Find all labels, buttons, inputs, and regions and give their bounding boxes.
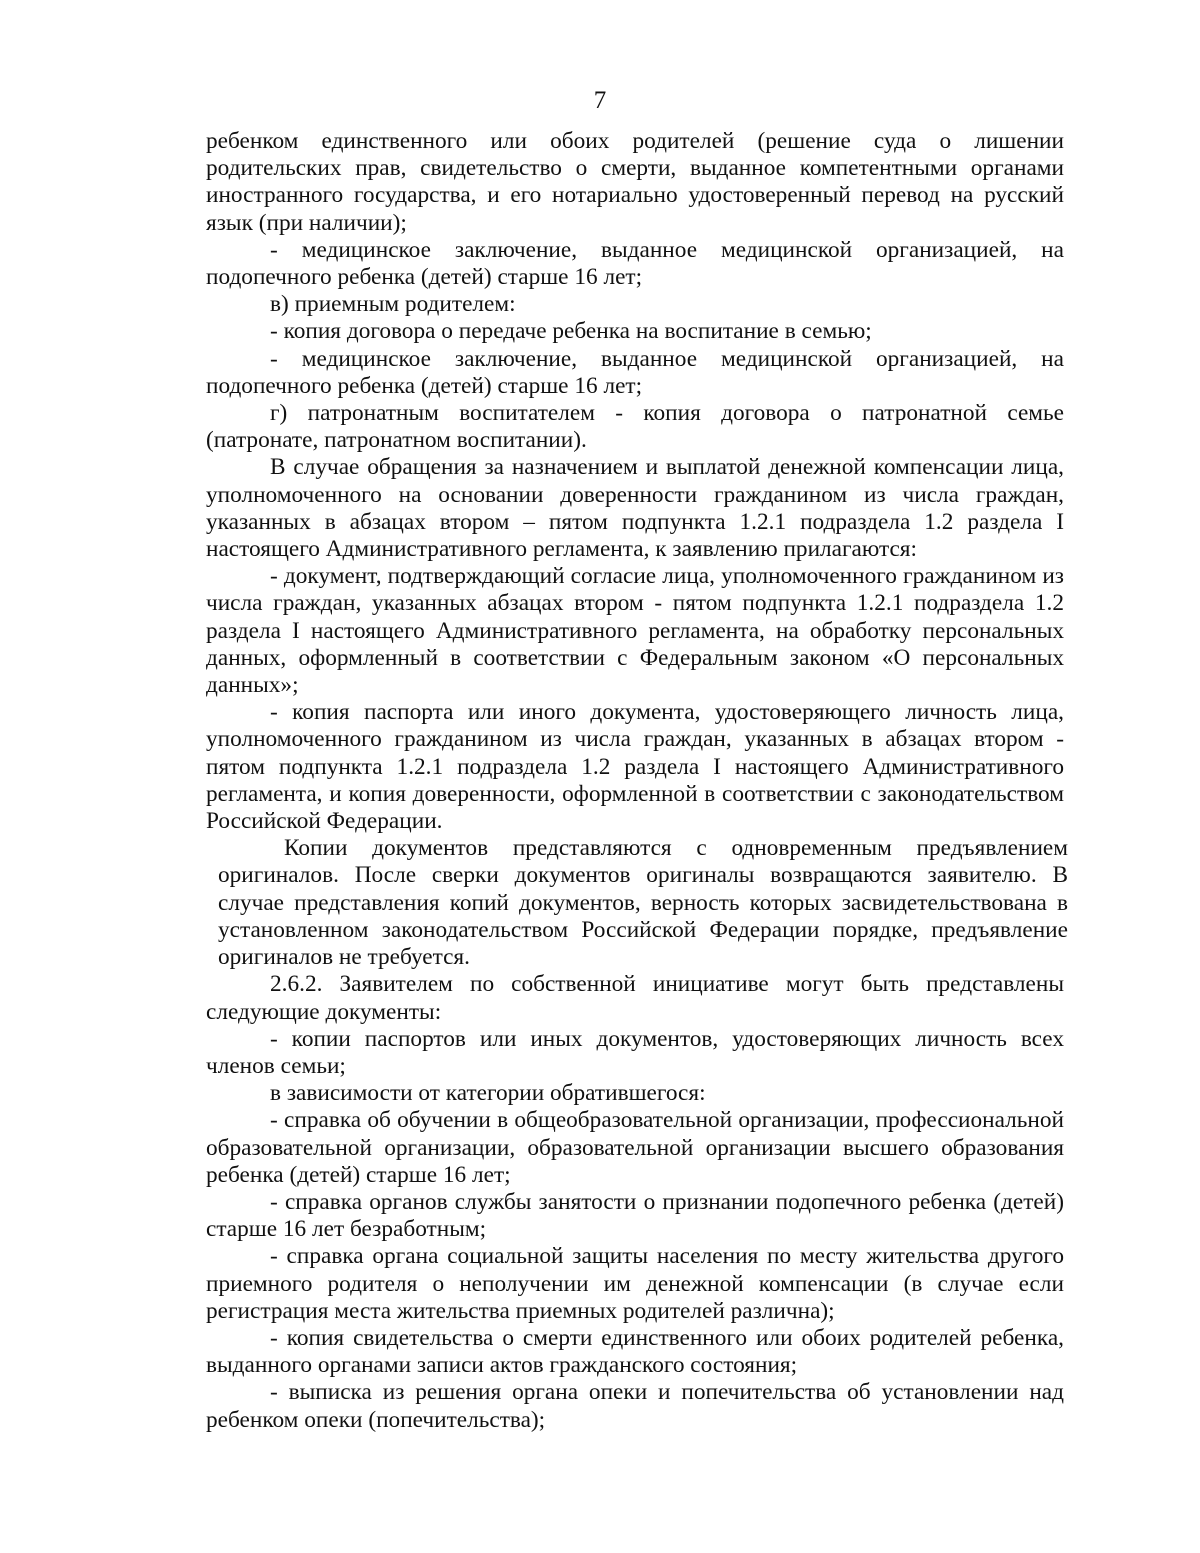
paragraph-foster-contract-copy: - копия договора о передаче ребенка на воспитание в семью; xyxy=(270,318,872,345)
paragraph-family-passports: - копии паспортов или иных документов, удостоверяющих личность всех членов семьи; xyxy=(206,1025,1064,1079)
paragraph-category-depends: в зависимости от категории обратившегося: xyxy=(270,1080,706,1107)
paragraph-section-2-6-2: 2.6.2. Заявителем по собственной инициативе могут быть представлены следующие документы: xyxy=(206,971,1064,1025)
paragraph-copies-with-originals: Копии документов представляются с одновременным предъявлением оригиналов. После сверки документов оригиналы возвращаются заявителю. В случае представления копий документов, верность которых засвидетельствована в установленном законодательством Российской Федерации порядке, предъявление оригиналов не требуется. xyxy=(218,835,1068,971)
paragraph-continuation: ребенком единственного или обоих родителей (решение суда о лишении родительских прав, свидетельство о смерти, выданное компетентными органами иностранного государства, и его нотариально удостоверенный перевод на русский язык (при наличии); xyxy=(206,128,1064,236)
paragraph-foster-parent-heading: в) приемным родителем: xyxy=(270,291,516,318)
paragraph-education-certificate: - справка об обучении в общеобразовательной организации, профессиональной образовательной организации, образовательной организации высшего образования ребенка (детей) старше 16 лет; xyxy=(206,1107,1064,1188)
page-number: 7 xyxy=(593,87,607,114)
paragraph-authorized-person-case: В случае обращения за назначением и выплатой денежной компенсации лица, уполномоченного на основании доверенности гражданином из числа граждан, указанных в абзацах втором – пятом подпункта 1.2.1 подраздела 1.2 раздела I настоящего Административного регламента, к заявлению прилагаются: xyxy=(206,454,1064,563)
paragraph-employment-service-certificate: - справка органов службы занятости о признании подопечного ребенка (детей) старше 16 лет безработным; xyxy=(206,1188,1064,1243)
paragraph-consent-document: - документ, подтверждающий согласие лица, уполномоченного гражданином из числа граждан, указанных абзацах втором - пятом подпункта 1.2.1 подраздела 1.2 раздела I настоящего Административного регламента, на обработку персональных данных, оформленный в соответствии с Федеральным законом «О персональных данных»; xyxy=(206,563,1064,699)
paragraph-passport-copy-authorized: - копия паспорта или иного документа, удостоверяющего личность лица, уполномоченного гражданином из числа граждан, указанных в абзацах втором - пятом подпункта 1.2.1 подраздела 1.2 раздела I настоящего Административного регламента, и копия доверенности, оформленной в соответствии с законодательством Российской Федерации. xyxy=(206,699,1064,835)
paragraph-medical-conclusion-foster: - медицинское заключение, выданное медицинской организацией, на подопечного ребенка (детей) старше 16 лет; xyxy=(206,345,1064,399)
paragraph-guardianship-decision-extract: - выписка из решения органа опеки и попечительства об установлении над ребенком опеки (попечительства); xyxy=(206,1379,1064,1433)
paragraph-death-certificate-copy: - копия свидетельства о смерти единственного или обоих родителей ребенка, выданного органами записи актов гражданского состояния; xyxy=(206,1324,1064,1379)
paragraph-medical-conclusion-guardian: - медицинское заключение, выданное медицинской организацией, на подопечного ребенка (детей) старше 16 лет; xyxy=(206,236,1064,291)
document-body xyxy=(206,128,1068,1434)
paragraph-patronage-educator: г) патронатным воспитателем - копия договора о патронатной семье (патронате, патронатном воспитании). xyxy=(206,400,1064,454)
paragraph-social-protection-certificate: - справка органа социальной защиты населения по месту жительства другого приемного родителя о неполучении им денежной компенсации (в случае если регистрация места жительства приемных родителей различна); xyxy=(206,1243,1064,1324)
